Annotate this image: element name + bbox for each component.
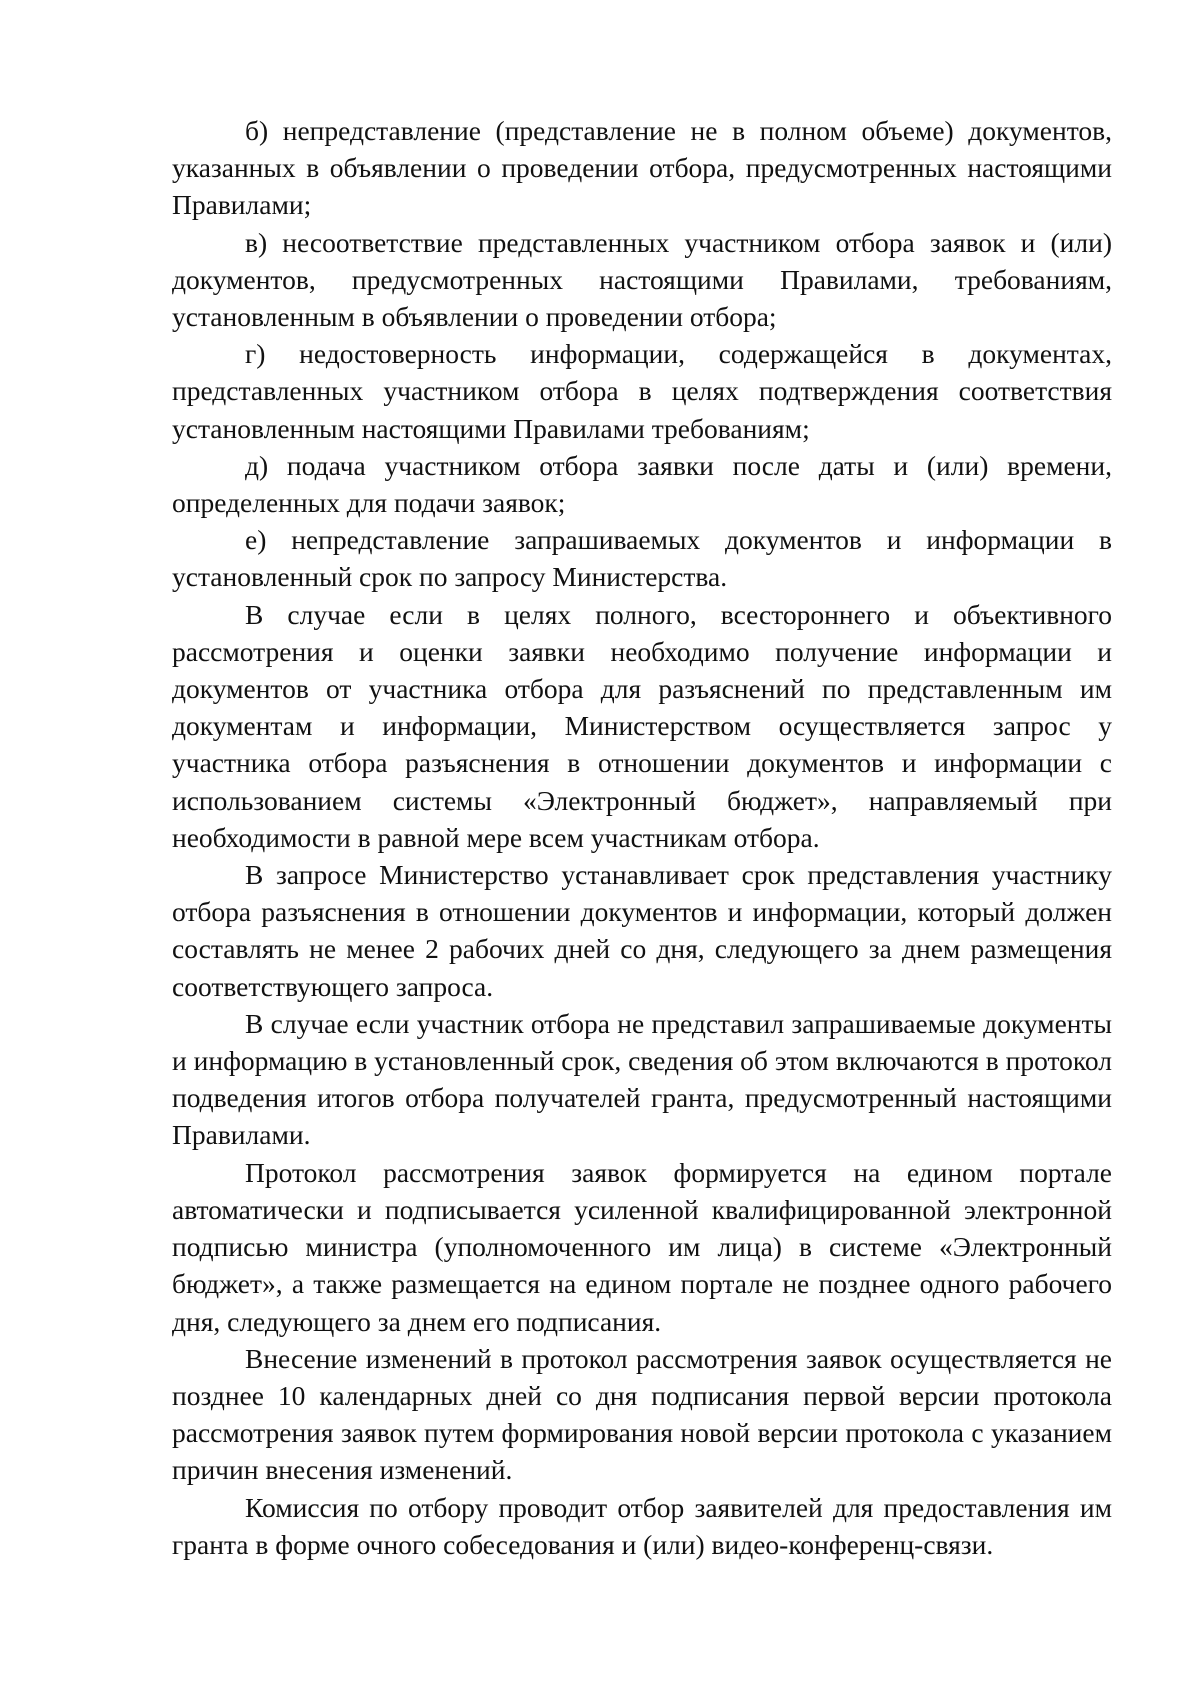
paragraph-v: в) несоответствие представленных участником отбора заявок и (или) документов, предусмотренных настоящими Правилами, требованиям, установленным в объявлении о проведении отбора;	[172, 226, 1112, 333]
document-body	[172, 112, 1112, 1563]
paragraph-protocol-changes: Внесение изменений в протокол рассмотрения заявок осуществляется не позднее 10 календарных дней со дня подписания первой версии протокола рассмотрения заявок путем формирования новой версии протокола с указанием причин внесения изменений.	[172, 1342, 1112, 1486]
paragraph-d: д) подача участником отбора заявки после даты и (или) времени, определенных для подачи заявок;	[172, 449, 1112, 519]
paragraph-e: е) непредставление запрашиваемых документов и информации в установленный срок по запросу Министерства.	[172, 524, 1112, 593]
paragraph-no-response: В случае если участник отбора не представил запрашиваемые документы и информацию в установленный срок, сведения об этом включаются в протокол подведения итогов отбора получателей гранта, предусмотренный настоящими Правилами.	[172, 1007, 1112, 1151]
paragraph-clarification-request: В случае если в целях полного, всестороннего и объективного рассмотрения и оценки заявки необходимо получение информации и документов от участника отбора для разъяснений по представленным им документам и информации, Министерством осуществляется запрос у участника отбора разъяснения в отношении документов и информации с использованием системы «Электронный бюджет», направляемый при необходимости в равной мере всем участникам отбора.	[172, 598, 1112, 853]
paragraph-b: б) непредставление (представление не в полном объеме) документов, указанных в объявлении о проведении отбора, предусмотренных настоящими Правилами;	[172, 115, 1112, 221]
paragraph-g: г) недостоверность информации, содержащейся в документах, представленных участником отбора в целях подтверждения соответствия установленным настоящими Правилами требованиям;	[172, 338, 1112, 444]
paragraph-request-deadline: В запросе Министерство устанавливает срок представления участнику отбора разъяснения в отношении документов и информации, который должен составлять не менее 2 рабочих дней со дня, следующего за днем размещения соответствующего запроса.	[172, 859, 1112, 1002]
paragraph-review-protocol: Протокол рассмотрения заявок формируется на едином портале автоматически и подписывается усиленной квалифицированной электронной подписью министра (уполномоченного им лица) в системе «Электронный бюджет», а также размещается на едином портале не позднее одного рабочего дня, следующего за днем его подписания.	[172, 1156, 1112, 1337]
paragraph-commission-selection: Комиссия по отбору проводит отбор заявителей для предоставления им гранта в форме очного собеседования и (или) видео-конференц-связи.	[172, 1491, 1112, 1560]
